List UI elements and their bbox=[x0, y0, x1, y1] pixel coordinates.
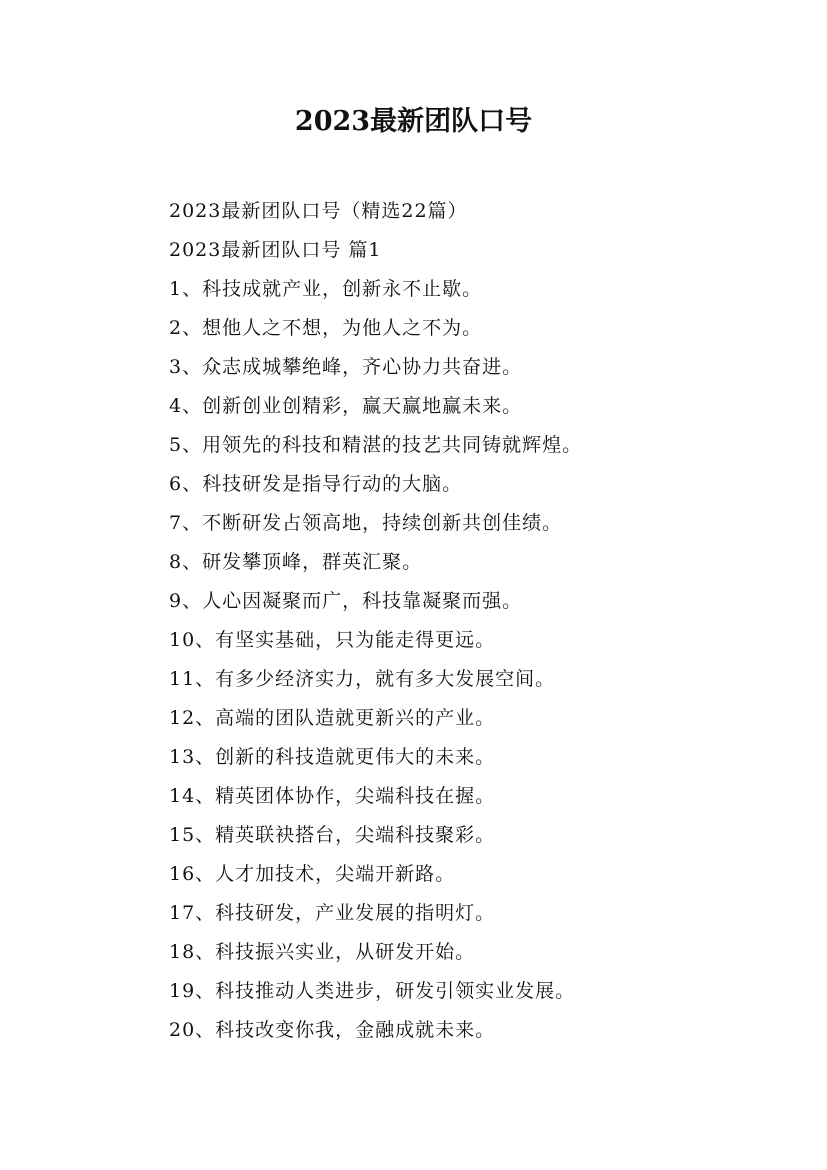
slogan-item: 1、科技成就产业，创新永不止歇。 bbox=[169, 278, 483, 300]
section-heading: 2023最新团队口号 篇1 bbox=[169, 239, 382, 261]
slogan-item: 17、科技研发，产业发展的指明灯。 bbox=[169, 902, 496, 924]
slogan-item: 12、高端的团队造就更新兴的产业。 bbox=[169, 707, 496, 729]
slogan-item: 9、人心因凝聚而广，科技靠凝聚而强。 bbox=[169, 590, 523, 612]
slogan-item: 14、精英团体协作，尖端科技在握。 bbox=[169, 785, 496, 807]
slogan-item: 2、想他人之不想，为他人之不为。 bbox=[169, 317, 483, 339]
slogan-item: 11、有多少经济实力，就有多大发展空间。 bbox=[169, 668, 556, 690]
slogan-item: 7、不断研发占领高地，持续创新共创佳绩。 bbox=[169, 512, 563, 534]
slogan-item: 4、创新创业创精彩，赢天赢地赢未来。 bbox=[169, 395, 523, 417]
document-subtitle: 2023最新团队口号（精选22篇） bbox=[169, 200, 468, 222]
slogan-item: 18、科技振兴实业，从研发开始。 bbox=[169, 941, 476, 963]
slogan-item: 5、用领先的科技和精湛的技艺共同铸就辉煌。 bbox=[169, 434, 583, 456]
slogan-item: 13、创新的科技造就更伟大的未来。 bbox=[169, 746, 496, 768]
slogan-item: 10、有坚实基础，只为能走得更远。 bbox=[169, 629, 496, 651]
slogan-list bbox=[169, 270, 769, 1050]
slogan-item: 3、众志成城攀绝峰，齐心协力共奋进。 bbox=[169, 356, 523, 378]
document-title: 2023最新团队口号 bbox=[294, 106, 533, 137]
slogan-item: 8、研发攀顶峰，群英汇聚。 bbox=[169, 551, 423, 573]
slogan-item: 20、科技改变你我，金融成就未来。 bbox=[169, 1019, 496, 1041]
slogan-item: 16、人才加技术，尖端开新路。 bbox=[169, 863, 456, 885]
slogan-item: 6、科技研发是指导行动的大脑。 bbox=[169, 473, 463, 495]
document-body bbox=[169, 192, 769, 1050]
slogan-item: 19、科技推动人类进步，研发引领实业发展。 bbox=[169, 980, 576, 1002]
slogan-item: 15、精英联袂搭台，尖端科技聚彩。 bbox=[169, 824, 496, 846]
